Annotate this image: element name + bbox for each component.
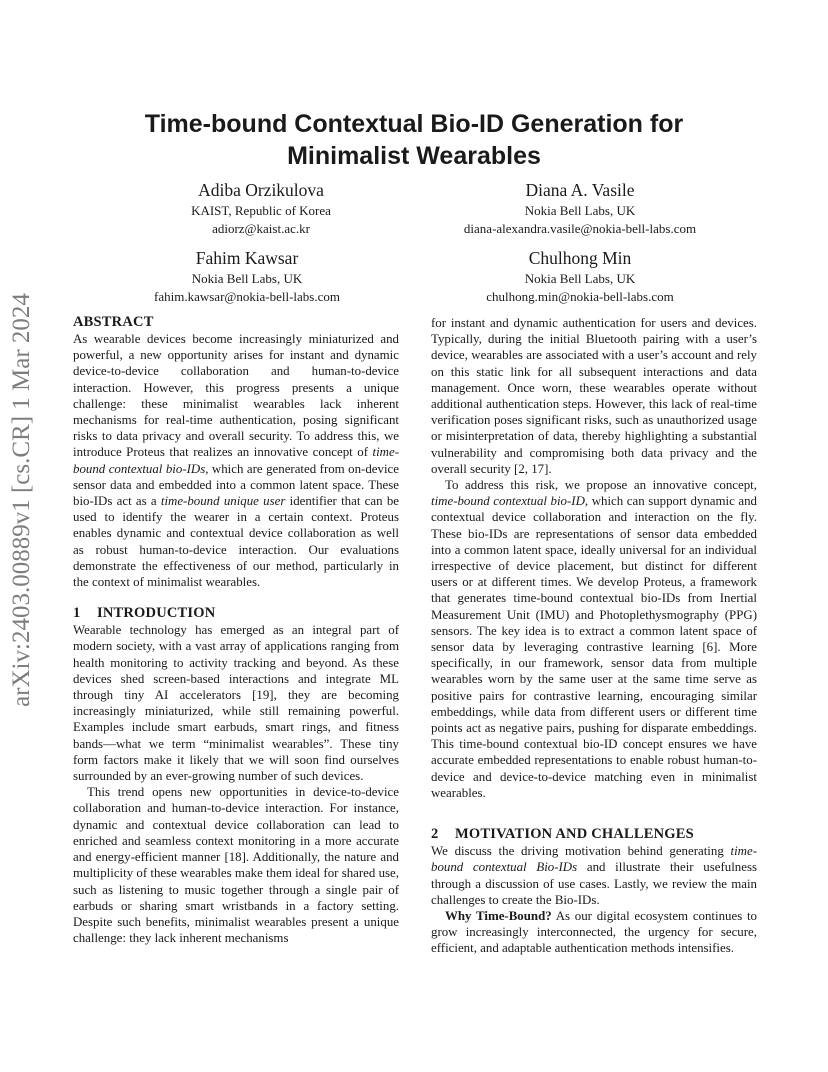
author-name: Chulhong Min (528, 248, 632, 268)
author-email: fahim.kawsar@nokia-bell-labs.com (154, 289, 340, 304)
paper-title: Time-bound Contextual Bio-ID Generation for Minimalist Wearables (144, 110, 684, 170)
author-email: diana-alexandra.vasile@nokia-bell-labs.com (463, 221, 697, 236)
left-column (73, 313, 399, 946)
intro-paragraph-1: Wearable technology has emerged as an integral part of modern society, with a vast array of applications ranging from health monitoring to activity tracking and beyond. As these devices shed screen-based interactions and integrate ML through tiny AI accelerators [19], they are becoming increasingly miniaturized, while still remaining powerful. Examples include smart earbuds, smart rings, and fitness bands—what we term “minimalist wearables”. These tiny form factors make it likely that we will soon find ourselves surrounded by an ever-growing number of such devices. (73, 623, 399, 784)
author-affiliation: Nokia Bell Labs, UK (524, 203, 636, 218)
author-name: Diana A. Vasile (525, 180, 635, 200)
author-block-1 (81, 178, 441, 238)
intro-paragraph-4: To address this risk, we propose an innovative concept, time-bound contextual bio-ID, which can support dynamic and contextual device collaboration and interaction on the fly. These bio-IDs are representations of sensor data embedded into a common latent space, ideally universal for an individual irrespective of device placement, but distinct for different users or at different times. We develop Proteus, a framework that generates time-bound contextual bio-IDs from Inertial Measurement Unit (IMU) and Photoplethysmography (PPG) sensors. The key idea is to extract a common latent space of sensor data by leveraging contrastive learning [6]. More specifically, in our framework, sensor data from multiple wearables worn by the same user at the same time serve as positive pairs for contrastive learning, encouraging similar embeddings, while data from different users or different time points act as negative pairs, pushing for disparate embeddings. This time-bound contextual bio-ID concept ensures we have accurate embedded representations to enable robust human-to-device and device-to-device matching even in minimalist wearables. (431, 478, 758, 800)
abstract-heading: ABSTRACT (73, 314, 154, 330)
arxiv-stamp: arXiv:2403.00889v1 [cs.CR] 1 Mar 2024 (8, 293, 35, 707)
author-email: chulhong.min@nokia-bell-labs.com (486, 289, 674, 304)
author-name: Fahim Kawsar (195, 248, 299, 268)
intro-paragraph-3: for instant and dynamic authentication for users and devices. Typically, during the initial Bluetooth pairing with a user’s device, wearables are associated with a user’s account and rely on this static link for all subsequent interactions and data management. Once worn, these wearables operate without additional authentication steps. However, this lack of real-time verification poses significant risks, such as unauthorized usage or misinterpretation of data, thereby highlighting a substantial vulnerability and compromising both data privacy and the overall security [2, 17]. (431, 316, 757, 476)
abstract-paragraph: As wearable devices become increasingly miniaturized and powerful, a new opportunity arises for instant and dynamic device-to-device collaboration and human-to-device interaction. However, this progress presents a unique challenge: these minimalist wearables lack inherent mechanisms for real-time authentication, posing significant risks to data privacy and overall security. To address this, we introduce Proteus that realizes an innovative concept of time-bound contextual bio-IDs, which are generated from on-device sensor data and embedded into a common latent space. These bio-IDs act as a time-bound unique user identifier that can be used to identify the wearer in a certain context. Proteus enables dynamic and contextual device collaboration as well as robust human-to-device interaction. Our evaluations demonstrate the effectiveness of our method, particularly in the context of minimalist wearables. (73, 332, 399, 590)
motivation-paragraph-2: Why Time-Bound? As our digital ecosystem continues to grow increasingly interconnected, the urgency for secure, efficient, and adaptable authentication methods intensifies. (431, 908, 757, 956)
right-column (431, 315, 757, 957)
author-block-3 (67, 246, 427, 306)
motivation-paragraph-1: We discuss the driving motivation behind generating time-bound contextual Bio-IDs and illustrate their usefulness through a discussion of use cases. Lastly, we review the main challenges to create the Bio-IDs. (431, 844, 757, 907)
author-email: adiorz@kaist.ac.kr (212, 221, 310, 236)
author-affiliation: KAIST, Republic of Korea (191, 203, 331, 218)
author-name: Adiba Orzikulova (198, 180, 324, 200)
author-affiliation: Nokia Bell Labs, UK (191, 271, 303, 286)
section-heading-introduction: 1 INTRODUCTION (73, 605, 216, 622)
author-block-4 (400, 246, 760, 306)
section-heading-motivation: 2 MOTIVATION AND CHALLENGES (431, 826, 694, 843)
intro-paragraph-2: This trend opens new opportunities in device-to-device collaboration and human-to-device interaction. For instance, dynamic and contextual device collaboration can lead to enriched and seamless context monitoring in a more accurate and energy-efficient manner [18]. Additionally, the nature and multiplicity of these wearables make them ideal for shared use, such as listening to music together through a single pair of earbuds or sharing smart wristbands in a factory setting. Despite such benefits, minimalist wearables present a unique challenge: they lack inherent mechanisms (73, 785, 399, 946)
author-affiliation: Nokia Bell Labs, UK (524, 271, 636, 286)
author-block-2 (400, 178, 760, 238)
